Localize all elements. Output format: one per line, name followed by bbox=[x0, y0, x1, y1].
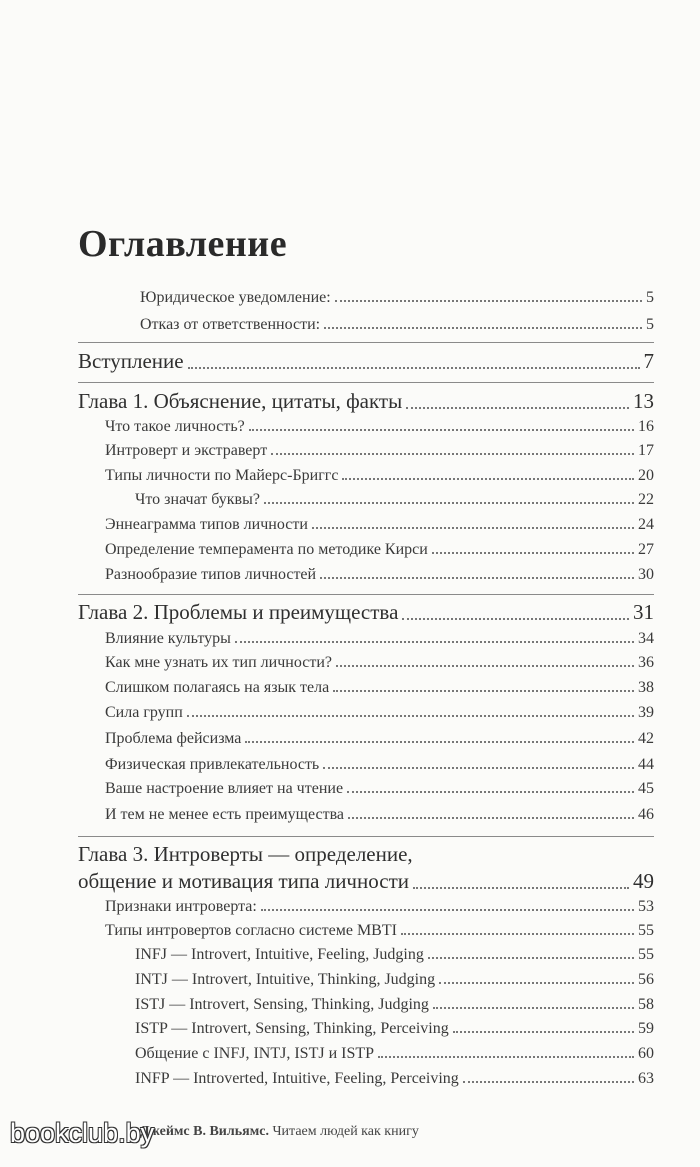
toc-entry-text: Вступление bbox=[78, 349, 184, 373]
toc-entry-text: Разнообразие типов личностей bbox=[105, 566, 317, 583]
dot-leader bbox=[333, 690, 634, 692]
toc-entry-page: 24 bbox=[638, 516, 654, 533]
dot-leader bbox=[433, 1007, 634, 1009]
toc-entry-page: 55 bbox=[638, 946, 654, 963]
toc-entry-page: 31 bbox=[633, 600, 654, 624]
toc-entry-page: 17 bbox=[638, 442, 654, 459]
dot-leader bbox=[320, 577, 634, 579]
toc-entry-text: Ваше настроение влияет на чтение bbox=[105, 780, 344, 797]
toc-entry-text: Глава 2. Проблемы и преимущества bbox=[78, 600, 399, 624]
toc-entry[interactable] bbox=[135, 1070, 654, 1088]
dot-leader bbox=[264, 502, 634, 504]
dot-leader bbox=[401, 933, 634, 935]
toc-entry[interactable] bbox=[105, 806, 654, 824]
toc-entry[interactable] bbox=[135, 491, 654, 509]
toc-entry[interactable] bbox=[105, 541, 654, 559]
toc-entry-text: Признаки интроверта: bbox=[105, 898, 257, 915]
toc-entry-text: INTJ — Introvert, Intuitive, Thinking, Judging bbox=[135, 971, 436, 988]
dot-leader bbox=[406, 407, 629, 409]
toc-entry-page: 44 bbox=[638, 756, 654, 773]
page-title: Оглавление bbox=[78, 223, 288, 265]
toc-entry[interactable] bbox=[105, 679, 654, 697]
dot-leader bbox=[336, 665, 634, 667]
toc-entry[interactable] bbox=[135, 1045, 654, 1063]
toc-entry-text: Что такое личность? bbox=[105, 418, 245, 435]
toc-entry[interactable] bbox=[105, 654, 654, 672]
footer-author: Джеймс В. Вильямс. bbox=[140, 1124, 269, 1139]
toc-entry[interactable] bbox=[105, 467, 654, 485]
dot-leader bbox=[324, 327, 642, 329]
dot-leader bbox=[439, 982, 634, 984]
toc-entry[interactable] bbox=[105, 898, 654, 916]
toc-entry[interactable] bbox=[105, 730, 654, 748]
dot-leader bbox=[348, 817, 634, 819]
toc-entry-page: 5 bbox=[646, 316, 654, 333]
dot-leader bbox=[342, 478, 634, 480]
toc-entry-page: 30 bbox=[638, 566, 654, 583]
toc-entry-page: 22 bbox=[638, 491, 654, 508]
toc-entry-text: Физическая привлекательность bbox=[105, 756, 320, 773]
footer-book-title: Читаем людей как книгу bbox=[272, 1124, 419, 1139]
toc-entry-page: 58 bbox=[638, 996, 654, 1013]
toc-entry-text: Глава 3. Интроверты — определение, bbox=[78, 842, 413, 866]
dot-leader bbox=[428, 957, 634, 959]
toc-entry-page: 49 bbox=[633, 869, 654, 893]
toc-entry-text: Глава 1. Объяснение, цитаты, факты bbox=[78, 389, 403, 413]
toc-entry-section[interactable] bbox=[78, 349, 654, 374]
toc-entry[interactable] bbox=[105, 418, 654, 436]
watermark-logo: bookclub.by bbox=[10, 1118, 155, 1148]
toc-entry-page: 42 bbox=[638, 730, 654, 747]
toc-entry-text: Слишком полагаясь на язык тела bbox=[105, 679, 330, 696]
toc-entry-text: Общение с INFJ, INTJ, ISTJ и ISTP bbox=[135, 1045, 375, 1062]
toc-entry[interactable] bbox=[105, 566, 654, 584]
toc-entry-page: 34 bbox=[638, 630, 654, 647]
toc-entry-text: ISTP — Introvert, Sensing, Thinking, Perceiving bbox=[135, 1020, 449, 1037]
toc-entry-page: 13 bbox=[633, 389, 654, 413]
dot-leader bbox=[271, 453, 634, 455]
toc-entry[interactable] bbox=[135, 996, 654, 1014]
dot-leader bbox=[323, 767, 634, 769]
toc-entry-text: И тем не менее есть преимущества bbox=[105, 806, 345, 823]
dot-leader bbox=[463, 1081, 634, 1083]
section-divider bbox=[78, 594, 654, 595]
dot-leader bbox=[187, 715, 634, 717]
dot-leader bbox=[453, 1031, 634, 1033]
toc-entry-page: 5 bbox=[646, 289, 654, 306]
toc-entry-text: Определение темперамента по методике Кирси bbox=[105, 541, 428, 558]
dot-leader bbox=[413, 887, 629, 889]
toc-entry-text: Сила групп bbox=[105, 704, 183, 721]
toc-entry-text: Эннеаграмма типов личности bbox=[105, 516, 308, 533]
toc-entry-page: 27 bbox=[638, 541, 654, 558]
toc-entry-text: Влияние культуры bbox=[105, 630, 231, 647]
dot-leader bbox=[378, 1056, 634, 1058]
toc-entry-page: 56 bbox=[638, 971, 654, 988]
dot-leader bbox=[245, 741, 634, 743]
toc-entry[interactable] bbox=[140, 289, 654, 307]
toc-entry-text: общение и мотивация типа личности bbox=[78, 869, 409, 893]
toc-entry[interactable] bbox=[105, 630, 654, 648]
dot-leader bbox=[249, 429, 634, 431]
toc-entry-text: Типы личности по Майерс-Бриггс bbox=[105, 467, 339, 484]
toc-entry-chapter[interactable] bbox=[78, 389, 654, 414]
toc-entry[interactable] bbox=[105, 922, 654, 940]
toc-entry-page: 45 bbox=[638, 780, 654, 797]
dot-leader bbox=[402, 618, 629, 620]
toc-entry-page: 59 bbox=[638, 1020, 654, 1037]
dot-leader bbox=[235, 641, 634, 643]
toc-entry[interactable] bbox=[135, 971, 654, 989]
toc-entry[interactable] bbox=[135, 946, 654, 964]
toc-entry-page: 39 bbox=[638, 704, 654, 721]
toc-entry-page: 20 bbox=[638, 467, 654, 484]
toc-entry-text: Отказ от ответственности: bbox=[140, 316, 321, 333]
toc-entry-page: 55 bbox=[638, 922, 654, 939]
toc-entry[interactable] bbox=[105, 780, 654, 798]
toc-entry[interactable] bbox=[140, 316, 654, 334]
toc-entry[interactable] bbox=[105, 442, 654, 460]
toc-entry-text: INFP — Introverted, Intuitive, Feeling, Perceiving bbox=[135, 1070, 459, 1087]
toc-entry-page: 16 bbox=[638, 418, 654, 435]
toc-entry-page: 46 bbox=[638, 806, 654, 823]
toc-entry-text: Типы интровертов согласно системе MBTI bbox=[105, 922, 397, 939]
toc-entry-page: 7 bbox=[643, 349, 654, 373]
toc-entry-text: INFJ — Introvert, Intuitive, Feeling, Judging bbox=[135, 946, 424, 963]
dot-leader bbox=[261, 909, 634, 911]
toc-entry[interactable] bbox=[105, 756, 654, 774]
toc-entry-text: Интроверт и экстраверт bbox=[105, 442, 268, 459]
toc-entry-page: 38 bbox=[638, 679, 654, 696]
toc-entry-page: 53 bbox=[638, 898, 654, 915]
toc-entry-text: Проблема фейсизма bbox=[105, 730, 242, 747]
dot-leader bbox=[312, 527, 634, 529]
dot-leader bbox=[432, 552, 634, 554]
toc-entry-chapter[interactable] bbox=[78, 600, 654, 625]
toc-entry-page: 63 bbox=[638, 1070, 654, 1087]
toc-entry-text: ISTJ — Introvert, Sensing, Thinking, Judging bbox=[135, 996, 429, 1013]
section-divider bbox=[78, 382, 654, 383]
toc-entry-text: Как мне узнать их тип личности? bbox=[105, 654, 332, 671]
toc-entry[interactable] bbox=[135, 1020, 654, 1038]
section-divider bbox=[78, 836, 654, 837]
toc-entry-text: Что значат буквы? bbox=[135, 491, 260, 508]
toc-entry-page: 60 bbox=[638, 1045, 654, 1062]
section-divider bbox=[78, 342, 654, 343]
toc-entry-page: 36 bbox=[638, 654, 654, 671]
running-footer bbox=[140, 1124, 419, 1140]
dot-leader bbox=[347, 791, 634, 793]
toc-entry-text: Юридическое уведомление: bbox=[140, 289, 331, 306]
toc-entry[interactable] bbox=[105, 704, 654, 722]
toc-entry[interactable] bbox=[105, 516, 654, 534]
toc-entry-chapter[interactable] bbox=[78, 869, 654, 894]
toc-entry-chapter-line1[interactable] bbox=[78, 842, 654, 867]
dot-leader bbox=[335, 300, 642, 302]
dot-leader bbox=[188, 367, 640, 369]
